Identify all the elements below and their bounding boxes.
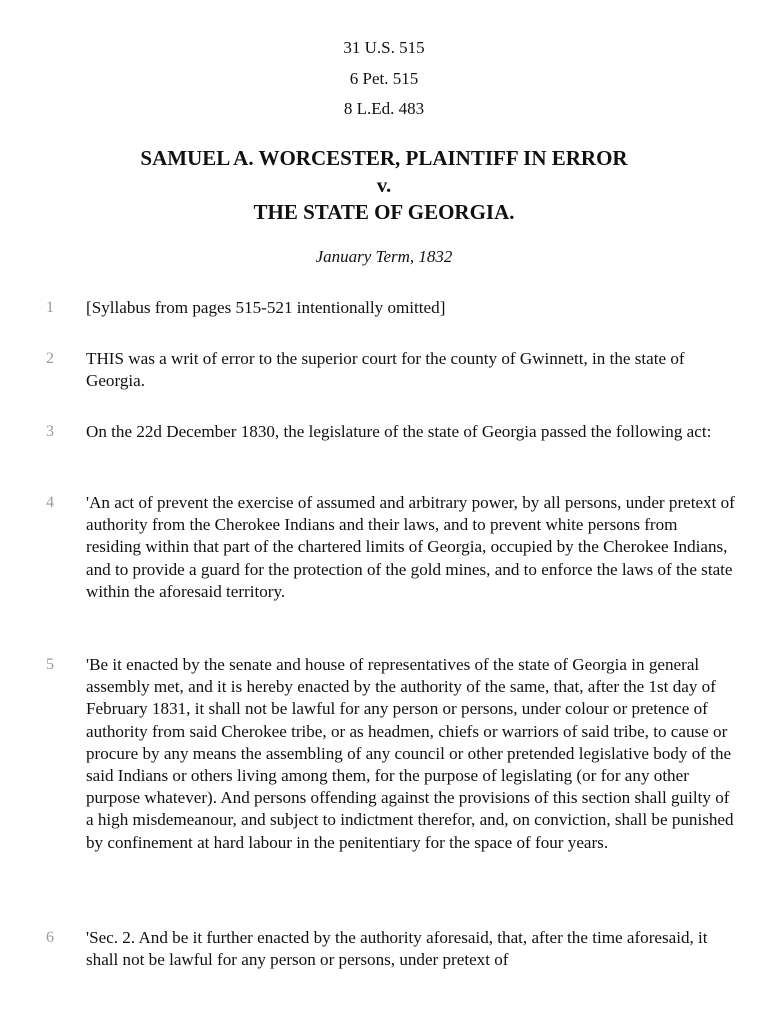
court-term: January Term, 1832 <box>315 247 453 266</box>
citations <box>0 33 768 125</box>
paragraph-text: 'Sec. 2. And be it further enacted by the authority aforesaid, that, after the time aforesaid, it shall not be lawful for any person or persons, under pretext of <box>86 928 708 970</box>
paragraph-text: On the 22d December 1830, the legislature of the state of Georgia passed the following act: <box>86 422 712 441</box>
case-title-defendant: THE STATE OF GEORGIA. <box>253 200 515 224</box>
paragraph-number: 5 <box>46 656 54 673</box>
paragraph-number: 4 <box>46 494 54 511</box>
paragraph-number: 3 <box>46 423 54 440</box>
paragraph-number: 2 <box>46 350 54 367</box>
paragraph-text: 'Be it enacted by the senate and house of representatives of the state of Georgia in general assembly met, and it is hereby enacted by the authority of the same, that, after the 1st day of February 1831, it shall not be lawful for any person or persons, under colour or pretence of authority from said Cherokee tribe, or as headmen, chiefs or warriors of said tribe, to cause or procure by any means the assembling of any council or other pretended legislative body of the said Indians or others living among them, for the purpose of legislating (or for any other purpose whatever). And persons offending against the provisions of this section shall guilty of a high misdemeanour, and subject to indictment therefor, and, on conviction, shall be punished by confinement at hard labour in the penitentiary for the space of four years. <box>86 655 734 852</box>
paragraph-text: 'An act of prevent the exercise of assumed and arbitrary power, by all persons, under pretext of authority from the Cherokee Indians and their laws, and to prevent white persons from residing within that part of the chartered limits of Georgia, occupied by the Cherokee Indians, and to provide a guard for the protection of the gold mines, and to enforce the laws of the state within the aforesaid territory. <box>86 493 735 601</box>
citation-us-reports: 31 U.S. 515 <box>343 38 425 57</box>
case-title <box>0 145 768 226</box>
paragraph-number: 1 <box>46 299 54 316</box>
paragraph-number: 6 <box>46 929 54 946</box>
paragraph-text: [Syllabus from pages 515-521 intentionally omitted] <box>86 298 446 317</box>
paragraph-text: THIS was a writ of error to the superior court for the county of Gwinnett, in the state of Georgia. <box>86 349 685 391</box>
case-title-versus: v. <box>376 173 392 197</box>
citation-lawyers-edition: 8 L.Ed. 483 <box>343 99 425 118</box>
case-title-plaintiff: SAMUEL A. WORCESTER, PLAINTIFF IN ERROR <box>140 146 628 170</box>
citation-peters: 6 Pet. 515 <box>349 68 419 88</box>
